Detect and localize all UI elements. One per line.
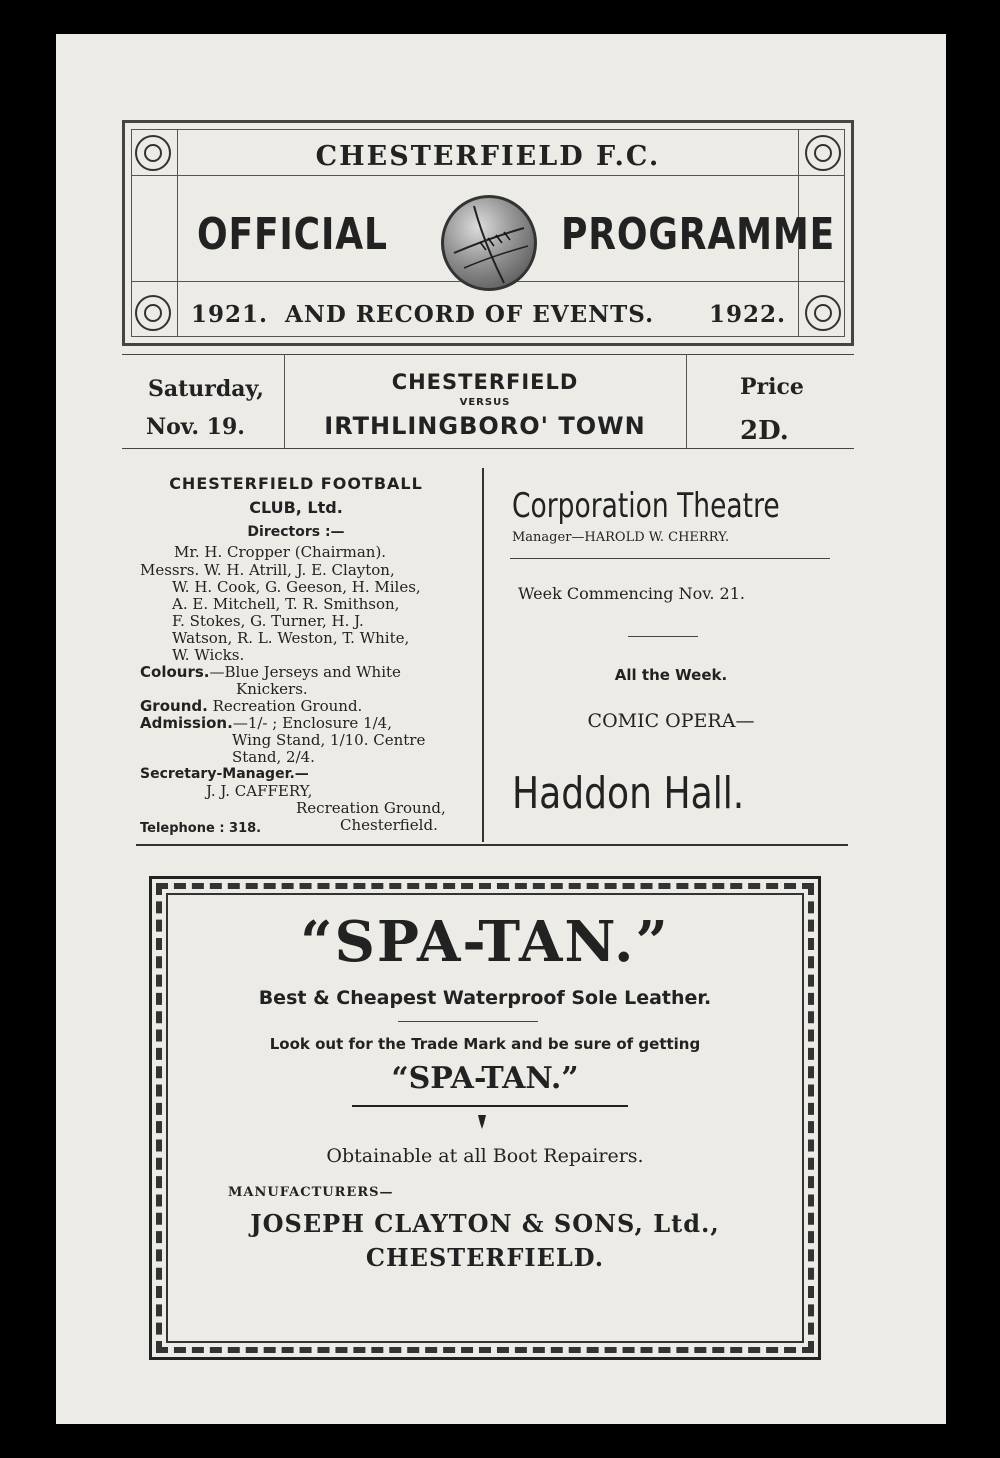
section-rule <box>136 844 848 846</box>
advert-brand: “SPA-TAN.” <box>300 909 670 975</box>
match-strip-top <box>122 354 854 355</box>
theatre-show: Haddon Hall. <box>512 768 745 819</box>
secretary-name: J. J. CAFFERY, <box>206 782 313 800</box>
price-value: 2D. <box>740 416 789 446</box>
programme-page <box>56 34 946 1424</box>
advert-town: CHESTERFIELD. <box>365 1243 605 1272</box>
theatre-week: Week Commencing Nov. 21. <box>518 584 745 603</box>
director-line: W. H. Cook, G. Geeson, H. Miles, <box>172 578 421 596</box>
ground-label: Ground. <box>140 697 208 715</box>
theatre-rule <box>510 558 830 559</box>
admission-line <box>140 715 392 732</box>
club-info-title: CHESTERFIELD FOOTBALL <box>169 474 423 493</box>
director-line: A. E. Mitchell, T. R. Smithson, <box>172 595 400 613</box>
official-heading: OFFICIAL <box>197 209 388 260</box>
versus-label: VERSUS <box>459 397 511 408</box>
secretary-label: Secretary-Manager.— <box>140 766 309 782</box>
corner-ornament-icon <box>135 295 171 331</box>
club-title: CHESTERFIELD F.C. <box>315 141 661 172</box>
header-frame <box>122 120 854 346</box>
price-label: Price <box>740 374 804 400</box>
advert-rule <box>398 1021 538 1022</box>
theatre-short-rule <box>628 636 698 637</box>
address-line: Chesterfield. <box>340 816 438 834</box>
address-line: Recreation Ground, <box>296 799 446 817</box>
club-info-title-2: CLUB, Ltd. <box>249 498 343 517</box>
corner-ornament-icon <box>135 135 171 171</box>
directors-label: Directors :— <box>247 524 345 540</box>
trade-mark-icon <box>476 1113 488 1131</box>
admission-value-2: Wing Stand, 1/10. Centre <box>232 731 426 749</box>
advert-underline <box>352 1105 628 1107</box>
match-day: Saturday, <box>148 376 264 402</box>
record-of-events: AND RECORD OF EVENTS. <box>285 301 655 328</box>
admission-label: Admission. <box>140 714 233 732</box>
header-rule-left <box>177 129 178 337</box>
advert-tagline: Best & Cheapest Waterproof Sole Leather. <box>258 987 712 1009</box>
theatre-name: Corporation Theatre <box>512 486 780 526</box>
home-team: CHESTERFIELD <box>391 370 579 394</box>
theatre-all-week: All the Week. <box>614 666 728 684</box>
ground-value: Recreation Ground. <box>212 697 363 715</box>
colours-value-2: Knickers. <box>236 680 308 698</box>
theatre-comic-opera: COMIC OPERA— <box>587 710 755 732</box>
match-strip-bottom <box>122 448 854 449</box>
advert-manufacturers: MANUFACTURERS— <box>228 1185 394 1200</box>
corner-ornament-icon <box>805 295 841 331</box>
advert-inner <box>166 893 804 1343</box>
colours-value: —Blue Jerseys and White <box>209 663 401 681</box>
column-divider <box>482 468 484 842</box>
theatre-manager: Manager—HAROLD W. CHERRY. <box>512 530 730 545</box>
match-date: Nov. 19. <box>146 414 245 440</box>
header-rule-top <box>131 175 845 176</box>
colours-label: Colours. <box>140 663 210 681</box>
spa-tan-advert <box>149 876 821 1360</box>
advert-lookout: Look out for the Trade Mark and be sure of getting <box>269 1035 701 1053</box>
director-line: Watson, R. L. Weston, T. White, <box>172 629 410 647</box>
programme-heading: PROGRAMME <box>561 209 836 260</box>
ground-line <box>140 698 362 715</box>
director-line: F. Stokes, G. Turner, H. J. <box>172 612 364 630</box>
corner-ornament-icon <box>805 135 841 171</box>
admission-value-3: Stand, 2/4. <box>232 748 315 766</box>
match-divider-right <box>686 354 687 448</box>
chairman: Mr. H. Cropper (Chairman). <box>174 543 387 561</box>
year-end: 1922. <box>709 301 787 328</box>
advert-company: JOSEPH CLAYTON & SONS, Ltd., <box>250 1209 720 1238</box>
colours-line <box>140 664 401 681</box>
year-start: 1921. <box>191 301 269 328</box>
advert-brand-2: “SPA-TAN.” <box>391 1061 579 1096</box>
director-line: W. Wicks. <box>172 646 245 664</box>
away-team: IRTHLINGBORO' TOWN <box>324 412 646 440</box>
director-line: Messrs. W. H. Atrill, J. E. Clayton, <box>140 561 395 579</box>
telephone: Telephone : 318. <box>140 821 262 836</box>
admission-value: —1/- ; Enclosure 1/4, <box>232 714 392 732</box>
football-icon <box>441 195 537 291</box>
advert-obtainable: Obtainable at all Boot Repairers. <box>326 1145 644 1167</box>
